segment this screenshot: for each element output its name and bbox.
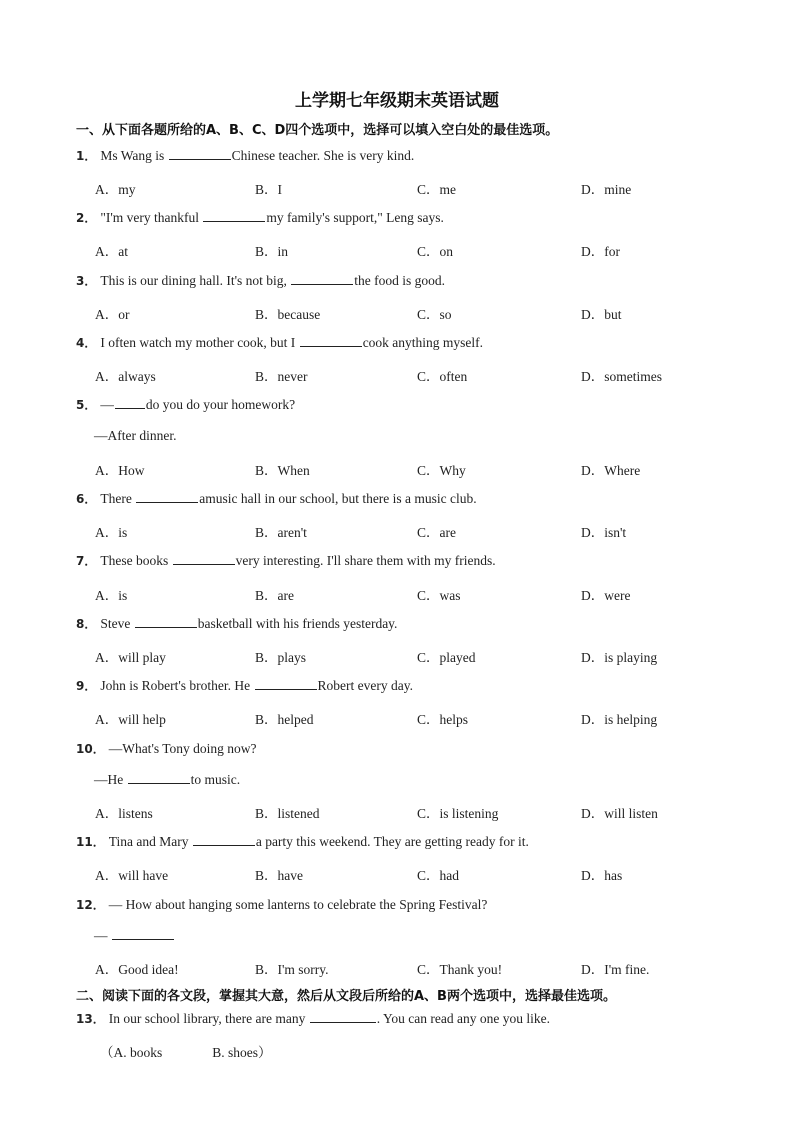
- option-d[interactable]: D．is helping: [581, 712, 658, 727]
- option-a[interactable]: A．is: [95, 588, 128, 603]
- option-d[interactable]: D．but: [581, 307, 622, 322]
- option-d[interactable]: D．mine: [581, 182, 632, 197]
- option-a[interactable]: A．will play: [95, 650, 166, 665]
- option-b[interactable]: B．I'm sorry.: [255, 962, 329, 977]
- question-2: 2． "I'm very thankful my family's support," Leng says.: [76, 210, 444, 225]
- option-a[interactable]: A．How: [95, 463, 145, 478]
- question-5: 5． — do you do your homework?: [76, 397, 296, 412]
- option-b[interactable]: B．because: [255, 307, 321, 322]
- question-6-options: [95, 521, 735, 539]
- question-11: 11． Tina and Mary a party this weekend. They are getting ready for it.: [76, 834, 529, 849]
- question-1-options: [95, 178, 735, 196]
- question-1: 1． Ms Wang is Chinese teacher. She is very kind.: [76, 148, 415, 163]
- option-b[interactable]: B．aren't: [255, 525, 307, 540]
- option-c[interactable]: C．often: [417, 369, 468, 384]
- option-d[interactable]: D．Where: [581, 463, 641, 478]
- answer-blank: [300, 334, 362, 347]
- option-c[interactable]: C．Why: [417, 463, 466, 478]
- question-4: 4． I often watch my mother cook, but I cook anything myself.: [76, 335, 484, 350]
- option-d[interactable]: D．sometimes: [581, 369, 662, 384]
- question-11-options: [95, 864, 735, 882]
- option-b[interactable]: B．When: [255, 463, 310, 478]
- answer-blank: [112, 927, 174, 940]
- question-12: 12． — How about hanging some lanterns to celebrate the Spring Festival?: [76, 897, 488, 912]
- question-8-options: [95, 646, 735, 664]
- question-12-reply: —: [94, 927, 175, 944]
- option-a[interactable]: A．at: [95, 244, 128, 259]
- option-c[interactable]: C．Thank you!: [417, 962, 503, 977]
- option-a[interactable]: A．will have: [95, 868, 169, 883]
- option-b[interactable]: B．listened: [255, 806, 320, 821]
- question-13: 13． In our school library, there are many . You can read any one you like.: [76, 1011, 550, 1026]
- option-c[interactable]: C．on: [417, 244, 454, 259]
- option-b[interactable]: B．in: [255, 244, 289, 259]
- question-8: 8． Steve basketball with his friends yesterday.: [76, 616, 398, 631]
- question-9: 9． John is Robert's brother. He Robert every day.: [76, 678, 413, 693]
- answer-blank: [173, 552, 235, 565]
- question-5-options: [95, 459, 735, 477]
- option-a[interactable]: A．or: [95, 307, 130, 322]
- question-10-reply: —He to music.: [94, 772, 241, 787]
- option-b[interactable]: B．plays: [255, 650, 307, 665]
- option-a[interactable]: A．my: [95, 182, 136, 197]
- option-d[interactable]: D．I'm fine.: [581, 962, 650, 977]
- answer-blank: [203, 209, 265, 222]
- option-d[interactable]: D．will listen: [581, 806, 658, 821]
- option-a[interactable]: A．will help: [95, 712, 166, 727]
- option-b[interactable]: B．have: [255, 868, 303, 883]
- question-2-options: [95, 240, 735, 258]
- option-c[interactable]: C．helps: [417, 712, 469, 727]
- option-d[interactable]: D．is playing: [581, 650, 658, 665]
- answer-blank: [128, 771, 190, 784]
- option-c[interactable]: C．played: [417, 650, 476, 665]
- option-d[interactable]: D．were: [581, 588, 631, 603]
- question-6: 6． There amusic hall in our school, but there is a music club.: [76, 491, 477, 506]
- option-a[interactable]: A．Good idea!: [95, 962, 179, 977]
- option-a[interactable]: （A. books: [100, 1045, 163, 1060]
- question-4-options: [95, 365, 735, 383]
- question-3: 3． This is our dining hall. It's not big, the food is good.: [76, 273, 446, 288]
- answer-blank: [310, 1010, 376, 1023]
- answer-blank: [115, 396, 145, 409]
- option-d[interactable]: D．for: [581, 244, 620, 259]
- question-13-options: [100, 1041, 272, 1061]
- option-b[interactable]: B. shoes）: [212, 1045, 272, 1060]
- option-a[interactable]: A．listens: [95, 806, 153, 821]
- answer-blank: [136, 490, 198, 503]
- option-d[interactable]: D．isn't: [581, 525, 627, 540]
- answer-blank: [169, 147, 231, 160]
- option-c[interactable]: C．so: [417, 307, 452, 322]
- option-c[interactable]: C．is listening: [417, 806, 499, 821]
- option-b[interactable]: B．helped: [255, 712, 314, 727]
- question-7-options: [95, 584, 735, 602]
- section-2-heading: 二、阅读下面的各文段，掌握其大意，然后从文段后所给的A、B两个选项中，选择最佳选项。: [76, 989, 616, 1004]
- option-b[interactable]: B．are: [255, 588, 294, 603]
- question-10: 10． —What's Tony doing now?: [76, 741, 257, 756]
- page-title: 上学期七年级期末英语试题: [295, 91, 499, 111]
- option-d[interactable]: D．has: [581, 868, 623, 883]
- option-c[interactable]: C．are: [417, 525, 456, 540]
- option-b[interactable]: B．never: [255, 369, 308, 384]
- question-5-reply: —After dinner.: [94, 428, 177, 443]
- option-c[interactable]: C．was: [417, 588, 461, 603]
- option-c[interactable]: C．me: [417, 182, 456, 197]
- answer-blank: [193, 833, 255, 846]
- question-9-options: [95, 708, 735, 726]
- question-10-options: [95, 802, 735, 820]
- option-b[interactable]: B．I: [255, 182, 282, 197]
- option-a[interactable]: A．always: [95, 369, 156, 384]
- question-12-options: [95, 958, 735, 976]
- section-1-heading: 一、从下面各题所给的A、B、C、D四个选项中，选择可以填入空白处的最佳选项。: [76, 123, 559, 138]
- question-3-options: [95, 303, 735, 321]
- answer-blank: [291, 272, 353, 285]
- answer-blank: [135, 615, 197, 628]
- answer-blank: [255, 677, 317, 690]
- option-a[interactable]: A．is: [95, 525, 128, 540]
- question-7: 7． These books very interesting. I'll share them with my friends.: [76, 553, 496, 568]
- option-c[interactable]: C．had: [417, 868, 459, 883]
